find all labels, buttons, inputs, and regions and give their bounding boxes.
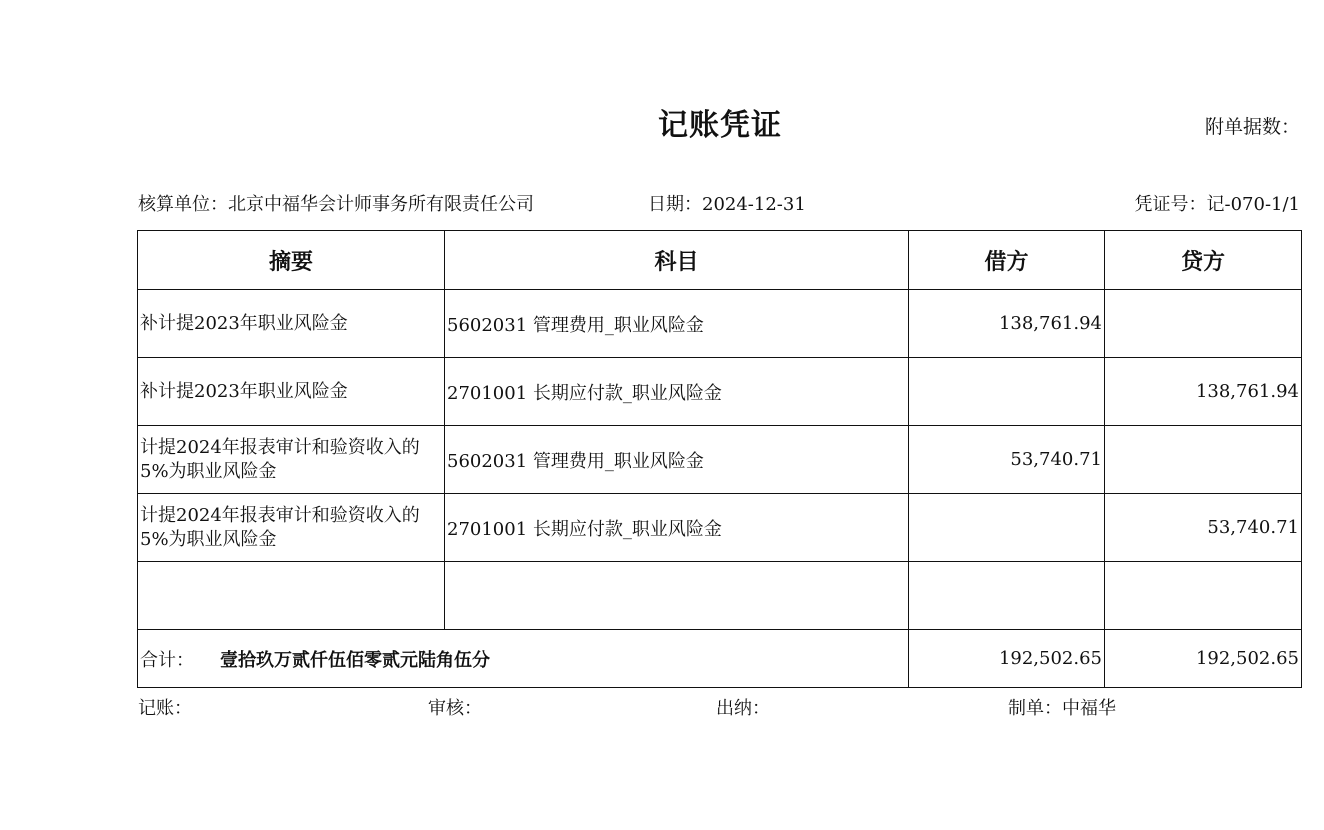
row-debit: [909, 562, 1105, 630]
table-row: [138, 562, 1302, 630]
table-row: [138, 358, 1302, 426]
row-account: 2701001 长期应付款_职业风险金: [445, 494, 909, 562]
row-debit: [909, 358, 1105, 426]
header-summary: 摘要: [138, 231, 445, 290]
accounting-unit: 核算单位：北京中福华会计师事务所有限责任公司: [138, 194, 534, 215]
row-summary: 计提2024年报表审计和验资收入的5%为职业风险金: [138, 426, 445, 494]
bookkeeper-signature: 记账：: [138, 698, 192, 719]
attachments-count-label: 附单据数：: [1205, 116, 1301, 138]
cashier-signature: 出纳：: [716, 698, 770, 719]
header-credit: 贷方: [1105, 231, 1302, 290]
table-row: [138, 426, 1302, 494]
voucher-number: 凭证号：记-070-1/1: [1134, 194, 1300, 215]
voucher-title: 记账凭证: [658, 108, 782, 143]
row-summary: 计提2024年报表审计和验资收入的5%为职业风险金: [138, 494, 445, 562]
total-label: 合计：: [140, 649, 194, 671]
row-credit: 138,761.94: [1105, 358, 1302, 426]
header-debit: 借方: [909, 231, 1105, 290]
voucher-table: [137, 230, 1302, 688]
row-summary: 补计提2023年职业风险金: [138, 358, 445, 426]
row-account: 5602031 管理费用_职业风险金: [445, 290, 909, 358]
table-row: [138, 290, 1302, 358]
row-account: 2701001 长期应付款_职业风险金: [445, 358, 909, 426]
preparer-signature: 制单：中福华: [1008, 698, 1116, 719]
total-credit: 192,502.65: [1105, 630, 1302, 688]
header-account: 科目: [445, 231, 909, 290]
row-account: [445, 562, 909, 630]
row-credit: 53,740.71: [1105, 494, 1302, 562]
row-summary: 补计提2023年职业风险金: [138, 290, 445, 358]
row-summary: [138, 562, 445, 630]
row-account: 5602031 管理费用_职业风险金: [445, 426, 909, 494]
voucher-date: 日期：2024-12-31: [648, 194, 806, 215]
table-header-row: [138, 231, 1302, 290]
row-debit: 138,761.94: [909, 290, 1105, 358]
table-row: [138, 494, 1302, 562]
total-cell: [138, 630, 909, 688]
row-debit: [909, 494, 1105, 562]
total-amount-in-words: 壹拾玖万贰仟伍佰零贰元陆角伍分: [220, 649, 490, 671]
row-credit: [1105, 426, 1302, 494]
reviewer-signature: 审核：: [428, 698, 482, 719]
row-credit: [1105, 290, 1302, 358]
total-row: [138, 630, 1302, 688]
row-debit: 53,740.71: [909, 426, 1105, 494]
row-credit: [1105, 562, 1302, 630]
total-debit: 192,502.65: [909, 630, 1105, 688]
